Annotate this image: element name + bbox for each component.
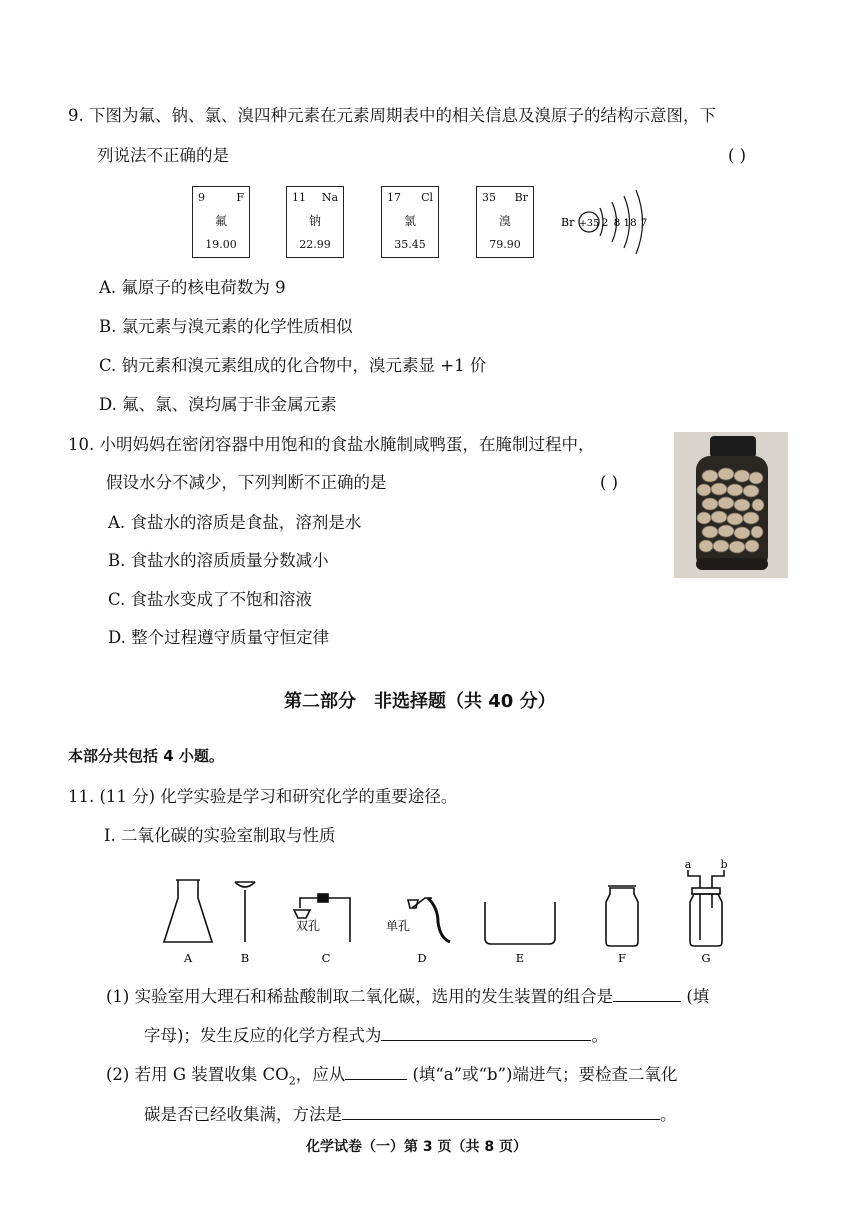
element-mass: 35.45: [394, 238, 426, 251]
q11-subtitle-1: Ⅰ. 二氧化碳的实验室制取与性质: [104, 826, 336, 845]
apparatus-diagram: [150, 858, 750, 968]
q9-option-c: C. 钠元素和溴元素组成的化合物中，溴元素显 +1 价: [99, 356, 487, 375]
q11-part1-end: (填: [686, 987, 710, 1006]
answer-blank[interactable]: [342, 1103, 660, 1120]
q9-answer-bracket: ( ): [728, 146, 747, 165]
conical-flask-a: [164, 880, 212, 942]
q10-option-c: C. 食盐水变成了不饱和溶液: [108, 590, 313, 609]
water-trough-e: [485, 902, 555, 944]
element-symbol: Na: [321, 191, 338, 204]
q10-stem-line1: 10. 小明妈妈在密闭容器中用饱和的食盐水腌制咸鸭蛋，在腌制过程中，: [68, 435, 595, 454]
element-card-br: [476, 186, 534, 258]
q9-option-d: D. 氟、氯、溴均属于非金属元素: [99, 395, 337, 414]
gas-washing-bottle-g: [690, 894, 722, 946]
d-label: 单孔: [386, 919, 411, 933]
answer-blank[interactable]: [345, 1063, 407, 1080]
element-number: 35: [482, 191, 496, 204]
apparatus-label-f: F: [618, 951, 626, 965]
q11-part2-line1: [106, 1063, 677, 1093]
jar-image: [674, 432, 788, 578]
q11-part2-text2: 碳是否已经收集满，方法是: [144, 1105, 342, 1124]
element-number: 11: [292, 191, 306, 204]
q9-stem-line1: 9. 下图为氟、钠、氯、溴四种元素在元素周期表中的相关信息及溴原子的结构示意图，下: [68, 106, 716, 125]
element-symbol: Br: [514, 191, 528, 204]
q11-part2-subscript: 2: [288, 1074, 296, 1088]
element-card-na: [286, 186, 344, 258]
q11-part1-line2: [144, 1024, 608, 1048]
answer-blank[interactable]: [381, 1024, 591, 1041]
atom-nucleus-charge: +35: [578, 218, 600, 229]
q11-part1-text: (1) 实验室用大理石和稀盐酸制取二氧化碳，选用的发生装置的组合是: [106, 987, 614, 1006]
gas-bottle-f: [606, 888, 638, 946]
atom-symbol: Br: [561, 216, 575, 229]
q10-option-b: B. 食盐水的溶质质量分数减小: [108, 551, 329, 570]
q10-stem-line2: 假设水分不减少，下列判断不正确的是: [106, 473, 387, 492]
salted-egg-jar-photo: [674, 432, 788, 578]
q9-option-b: B. 氯元素与溴元素的化学性质相似: [99, 317, 353, 336]
apparatus-label-b: B: [240, 951, 250, 965]
q10-option-d: D. 整个过程遵守质量守恒定律: [108, 628, 330, 647]
q11-part2-end2: 。: [660, 1105, 677, 1124]
apparatus-label-a: A: [183, 951, 193, 965]
page-footer: 化学试卷（一）第 3 页（共 8 页）: [306, 1139, 527, 1155]
element-number: 17: [387, 191, 401, 204]
q11-part2-text-a: (2) 若用 G 装置收集 CO: [106, 1065, 289, 1084]
apparatus-label-g: G: [701, 951, 711, 965]
element-card-cl: [381, 186, 439, 258]
element-name: 氯: [403, 214, 416, 228]
part2-title: 第二部分 非选择题（共 40 分）: [284, 691, 556, 712]
q10-option-a: A. 食盐水的溶质是食盐，溶剂是水: [108, 513, 362, 532]
apparatus-label-c: C: [321, 951, 331, 965]
bromine-atom-diagram: [556, 186, 666, 258]
apparatus-label-d: D: [417, 951, 427, 965]
part2-note: 本部分共包括 4 小题。: [68, 747, 224, 765]
shell-electrons: 18: [623, 217, 637, 229]
element-mass: 19.00: [205, 238, 237, 251]
element-mass: 22.99: [299, 238, 331, 251]
apparatus-label-e: E: [515, 951, 525, 965]
shell-electrons: 2: [601, 217, 609, 229]
q11-part1-line1: [106, 985, 709, 1009]
element-name: 钠: [308, 214, 321, 228]
answer-blank[interactable]: [613, 985, 681, 1002]
q10-answer-bracket: ( ): [600, 473, 619, 492]
q11-part1-end2: 。: [591, 1026, 608, 1045]
g-port-b-label: b: [720, 858, 728, 871]
element-mass: 79.90: [489, 238, 521, 251]
q11-part2-text-b: ，应从: [295, 1065, 346, 1084]
element-name: 溴: [498, 214, 511, 228]
q9-option-a: A. 氟原子的核电荷数为 9: [99, 278, 286, 297]
element-number: 9: [198, 191, 205, 204]
shell-electrons: 8: [613, 217, 621, 229]
q11-part1-text2: 字母)；发生反应的化学方程式为: [144, 1026, 382, 1045]
g-port-a-label: a: [684, 858, 692, 871]
element-symbol: F: [236, 191, 244, 204]
shell-electrons: 7: [640, 217, 648, 229]
q11-part2-text-c: (填“a”或“b”)端进气；要检查二氧化: [412, 1065, 678, 1084]
element-card-f: [192, 186, 250, 258]
element-symbol: Cl: [421, 191, 433, 204]
element-name: 氟: [214, 214, 227, 228]
q11-part2-line2: [144, 1103, 677, 1127]
q9-stem-line2: 列说法不正确的是: [97, 146, 229, 165]
q11-stem: 11. (11 分) 化学实验是学习和研究化学的重要途径。: [68, 787, 458, 806]
c-label: 双孔: [296, 919, 321, 933]
